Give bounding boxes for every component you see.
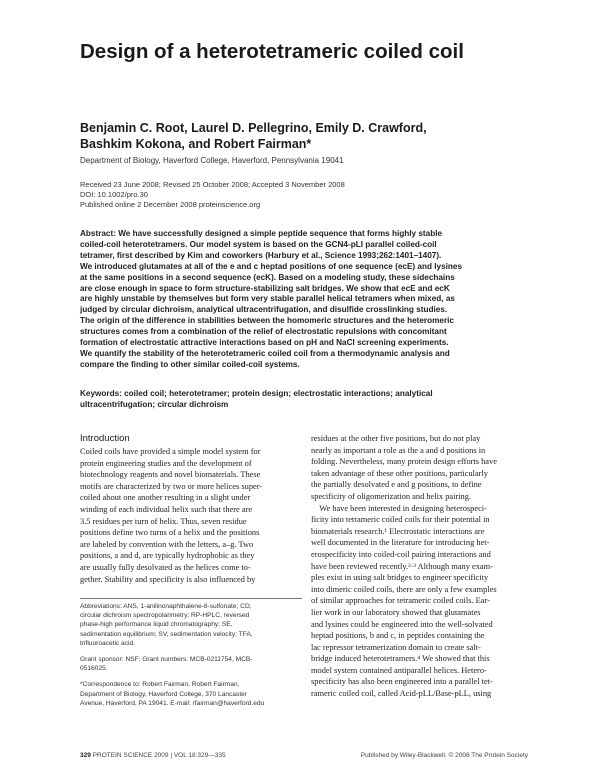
footnote-gap [80, 673, 302, 680]
page-number: 329 [80, 752, 91, 759]
abstract-line: are highly unstable by themselves but form very stable parallel helical tetramers when mixed, as [80, 294, 455, 304]
abstract-line: We quantify the stability of the heterotetrameric coiled coil from a thermodynamic analysis and [80, 348, 450, 358]
abstract-line: tetramer, first described by Kim and coworkers (Harbury et al., Science 1993;262:1401–1407). [80, 250, 442, 260]
footnote-line: phase-high performance liquid chromatography; SE, [80, 621, 233, 629]
body-line: protein engineering studies and the development of [80, 458, 252, 468]
published-online: Published online 2 December 2008 proteinscience.org [80, 200, 261, 209]
abstract-line: formation of electrostatic attractive interactions based on pH and NaCl screening experiments. [80, 338, 449, 348]
footnote-line: Department of Biology, Haverford College, 370 Lancaster [80, 690, 248, 698]
doi: DOI: 10.1002/pro.30 [80, 190, 148, 199]
body-line: positions, a and d, are typically hydrophobic as they [80, 551, 255, 561]
body-line: ples exist in using salt bridges to engineer specificity [311, 573, 489, 583]
body-line: specificity of oligomerization and helix pairing. [311, 491, 472, 501]
footnotes [80, 602, 302, 708]
body-line: of similar approaches for tetrameric coiled coils. Ear- [311, 596, 490, 606]
footnote-line: trifluoroacetic acid. [80, 639, 135, 647]
footnote-line: circular dichroism spectropolarimetry; RP-HPLC, reversed [80, 612, 250, 620]
body-line: into dimeric coiled coils, there are only a few examples [311, 584, 497, 594]
body-line: We have been interested in designing heterospeci- [311, 503, 487, 513]
body-line: rameric coiled coil, called Acid-pLL/Base-pLL, using [311, 689, 492, 699]
abstract-line: are close enough in space to form structure-stabilizing salt bridges. We show that ecE and ecK [80, 283, 450, 293]
keywords-line: Keywords: coiled coil; heterotetramer; protein design; electrostatic interactions; analytical [80, 389, 433, 398]
journal-citation: PROTEIN SCIENCE 2009 | VOL 18:329—335 [92, 752, 226, 759]
left-column [80, 433, 302, 585]
body-line: lier work in our laboratory showed that glutamates [311, 607, 481, 617]
body-line: the partially desolvated e and g positions, to define [311, 480, 482, 490]
footnote-line: 0516025. [80, 665, 108, 673]
author-list [80, 120, 520, 152]
body-line: motifs are characterized by two or more helices super- [80, 481, 263, 491]
body-line: gether. Stability and specificity is also influenced by [80, 574, 256, 584]
body-line: well documented in the literature for introducing het- [311, 538, 490, 548]
body-line: coiled about one another resulting in a slight under [80, 493, 251, 503]
body-line: and lysines could be engineered into the well-solvated [311, 619, 493, 629]
body-line: winding of each individual helix such that there are [80, 504, 253, 514]
body-line: are labeled by convention with the letters, a–g. Two [80, 539, 254, 549]
body-line: erospecificity into coiled-coil pairing interactions and [311, 549, 491, 559]
abstract [80, 229, 528, 371]
body-line: nearly as important a role as the a and d positions in [311, 445, 486, 455]
footnote-gap [80, 648, 302, 655]
body-line: positions define two turns of a helix and the positions [80, 528, 260, 538]
received-dates: Received 23 June 2008; Revised 25 October 2008; Accepted 3 November 2008 [80, 180, 345, 189]
abstract-line: The origin of the difference in stabilities between the homomeric structures and the heteromeric [80, 316, 454, 326]
body-line: biomaterials research.¹ Electrostatic interactions are [311, 526, 485, 536]
abstract-line: structures comes from a combination of the relief of electrostatic repulsions with concomitant [80, 327, 447, 337]
footnote-line: Avenue, Haverford, PA 19041. E-mail: rfairman@haverford.edu [80, 699, 265, 707]
introduction-heading: Introduction [80, 433, 130, 444]
body-line: folding. Nevertheless, many protein design efforts have [311, 457, 497, 467]
footnote-line: Abbreviations: ANS, 1-anilinonaphthalene-8-sulfonate; CD, [80, 603, 252, 610]
keywords-line: ultracentrifugation; circular dichroism [80, 399, 229, 409]
body-line: model system contained antiparallel helices. Hetero- [311, 665, 487, 675]
abstract-line: at the same positions in a second sequence (ecK). Based on a modeling study, these sidechains [80, 272, 455, 282]
abstract-line: We introduced glutamates at all of the e and c heptad positions of one sequence (ecE) and lysines [80, 261, 463, 271]
publication-dates [80, 180, 520, 210]
affiliation: Department of Biology, Haverford College, Haverford, Pennsylvania 19041 [80, 156, 344, 165]
footnote-divider [80, 598, 302, 599]
author-line: Benjamin C. Root, Laurel D. Pellegrino, Emily D. Crawford, [80, 121, 427, 135]
keywords [80, 389, 528, 411]
right-column [311, 433, 533, 700]
body-line: 3.5 residues per turn of helix. Thus, seven residue [80, 516, 247, 526]
abstract-line: coiled-coil heterotetramers. Our model system is based on the GCN4-pLI parallel coiled-coil [80, 239, 437, 249]
body-line: taken advantage of these other positions, particularly [311, 468, 488, 478]
footnote-line: Grant sponsor: NSF; Grant numbers: MCB-0211754, MCB- [80, 656, 253, 664]
article-title: Design of a heterotetrameric coiled coil [80, 40, 464, 63]
author-line: Bashkim Kokona, and Robert Fairman* [80, 137, 312, 151]
body-line: ficity into tetrameric coiled coils for their potential in [311, 515, 490, 525]
abstract-line: Abstract: We have successfully designed a simple peptide sequence that forms highly stable [80, 229, 443, 238]
body-line: residues at the other five positions, but do not play [311, 434, 481, 443]
body-line: are usually fully desolvated as the helices come to- [80, 562, 251, 572]
footnote-line: *Correspondence to: Robert Fairman, Robert Fairman, [80, 681, 240, 689]
abstract-line: judged by circular dichroism, analytical ultracentrifugation, and disulfide crosslinking studies. [80, 305, 448, 315]
abstract-line: compare the finding to other similar coiled-coil systems. [80, 359, 300, 369]
body-line: Coiled coils have provided a simple model system for [80, 447, 261, 456]
body-line: bridge induced heterotetramers.⁴ We showed that this [311, 654, 490, 664]
footnote-line: sedimentation equilibrium; SV, sedimentation velocity; TFA, [80, 630, 253, 638]
publisher-line: Published by Wiley-Blackwell. © 2008 The Protein Society [360, 752, 528, 759]
body-line: heptad positions, b and c, in peptides containing the [311, 631, 485, 641]
body-line: lac repressor tetramerization domain to create salt- [311, 642, 481, 652]
body-line: biotechnology reagents and novel biomaterials. These [80, 470, 261, 480]
footer-left [80, 752, 226, 759]
body-line: specificity has also been engineered into a parallel tet- [311, 677, 493, 687]
body-line: have been reviewed recently.²·³ Although many exam- [311, 561, 493, 571]
